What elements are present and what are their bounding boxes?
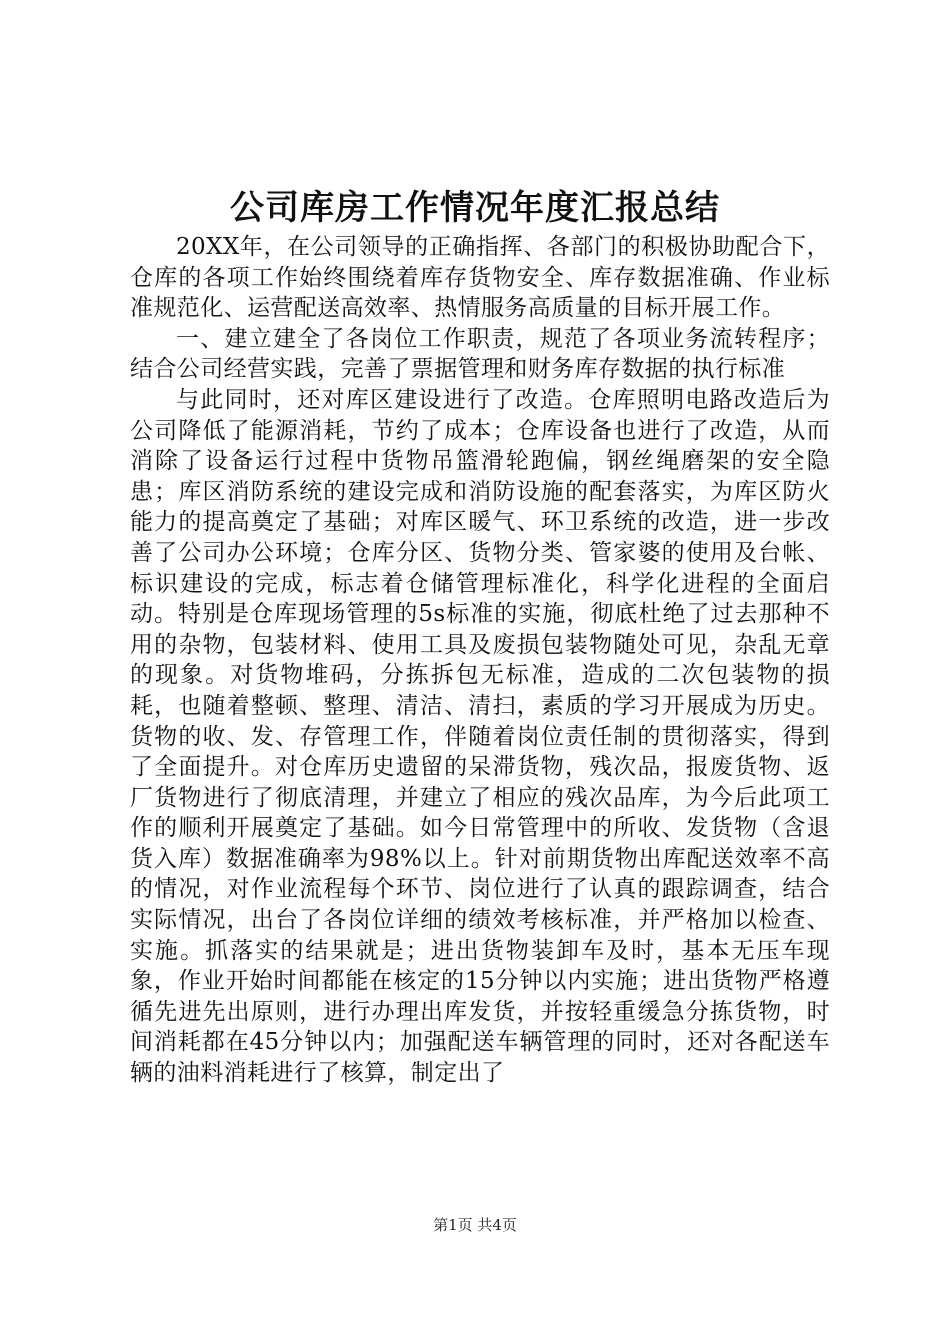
page-title: 公司库房工作情况年度汇报总结 [230, 188, 720, 228]
document-body [130, 232, 830, 1089]
paragraph-section-one: 一、建立建全了各岗位工作职责，规范了各项业务流转程序；结合公司经营实践，完善了票据管理和财务库存数据的执行标准 [130, 325, 830, 383]
page-footer: 第1页 共4页 [433, 1216, 517, 1234]
paragraph-improvements: 与此同时，还对库区建设进行了改造。仓库照明电路改造后为公司降低了能源消耗，节约了成本；仓库设备也进行了改造，从而消除了设备运行过程中货物吊篮滑轮跑偏，钢丝绳磨架的安全隐患；库区消防系统的建设完成和消防设施的配套落实，为库区防火能力的提高奠定了基础；对库区暖气、环卫系统的改造，进一步改善了公司办公环境；仓库分区、货物分类、管家婆的使用及台帐、标识建设的完成，标志着仓储管理标准化，科学化进程的全面启动。特别是仓库现场管理的5s标准的实施，彻底杜绝了过去那种不用的杂物，包装材料、使用工具及废损包装物随处可见，杂乱无章的现象。对货物堆码，分拣拆包无标准，造成的二次包装物的损耗，也随着整顿、整理、清洁、清扫，素质的学习开展成为历史。货物的收、发、存管理工作，伴随着岗位责任制的贯彻落实，得到了全面提升。对仓库历史遗留的呆滞货物，残次品，报废货物、返厂货物进行了彻底清理，并建立了相应的残次品库，为今后此项工作的顺利开展奠定了基础。如今日常管理中的所收、发货物（含退货入库）数据准确率为98%以上。针对前期货物出库配送效率不高的情况，对作业流程每个环节、岗位进行了认真的跟踪调查，结合实际情况，出台了各岗位详细的绩效考核标准，并严格加以检查、实施。抓落实的结果就是；进出货物装卸车及时，基本无压车现象，作业开始时间都能在核定的15分钟以内实施；进出货物严格遵循先进先出原则，进行办理出库发货，并按轻重缓急分拣货物，时间消耗都在45分钟以内；加强配送车辆管理的同时，还对各配送车辆的油料消耗进行了核算，制定出了 [130, 386, 830, 1087]
paragraph-intro: 20XX年，在公司领导的正确指挥、各部门的积极协助配合下，仓库的各项工作始终围绕着库存货物安全、库存数据准确、作业标准规范化、运营配送高效率、热情服务高质量的目标开展工作。 [130, 234, 830, 322]
